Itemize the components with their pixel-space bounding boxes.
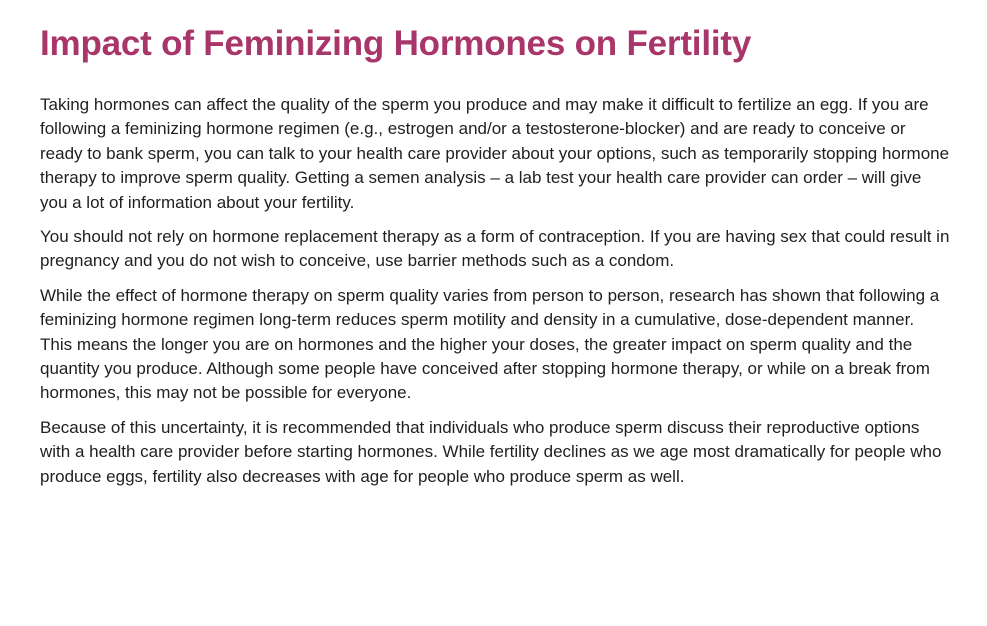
paragraph-long-term-effects: While the effect of hormone therapy on sperm quality varies from person to person, research has shown that following a feminizing hormone regimen long-term reduces sperm motility and density in a cumulative, dose-dependent manner. This means the longer you are on hormones and the higher your doses, the greater impact on sperm quality and the quantity you produce. Although some people have conceived after stopping hormone therapy, or while on a break from hormones, this may not be possible for everyone. [40,285,940,403]
paragraph-hormones-sperm-quality: Taking hormones can affect the quality of the sperm you produce and may make it difficult to fertilize an egg. If you are following a feminizing hormone regimen (e.g., estrogen and/or a testosterone-blocker) and are ready to conceive or ready to bank sperm, you can talk to your health care provider about your options, such as temporarily stopping hormone therapy to improve sperm quality. Getting a semen analysis – a lab test your health care provider can order – will give you a lot of information about your fertility. [40,95,950,212]
page-title: Impact of Feminizing Hormones on Fertility [40,24,752,63]
paragraph-contraception: You should not rely on hormone replacement therapy as a form of contraception. If you are having sex that could result in pregnancy and you do not wish to conceive, use barrier methods such as a condom. [40,227,950,271]
article-body [40,93,957,489]
paragraph-recommendation: Because of this uncertainty, it is recommended that individuals who produce sperm discuss their reproductive options with a health care provider before starting hormones. While fertility declines as we age most dramatically for people who produce eggs, fertility also decreases with age for people who produce sperm as well. [40,417,942,486]
